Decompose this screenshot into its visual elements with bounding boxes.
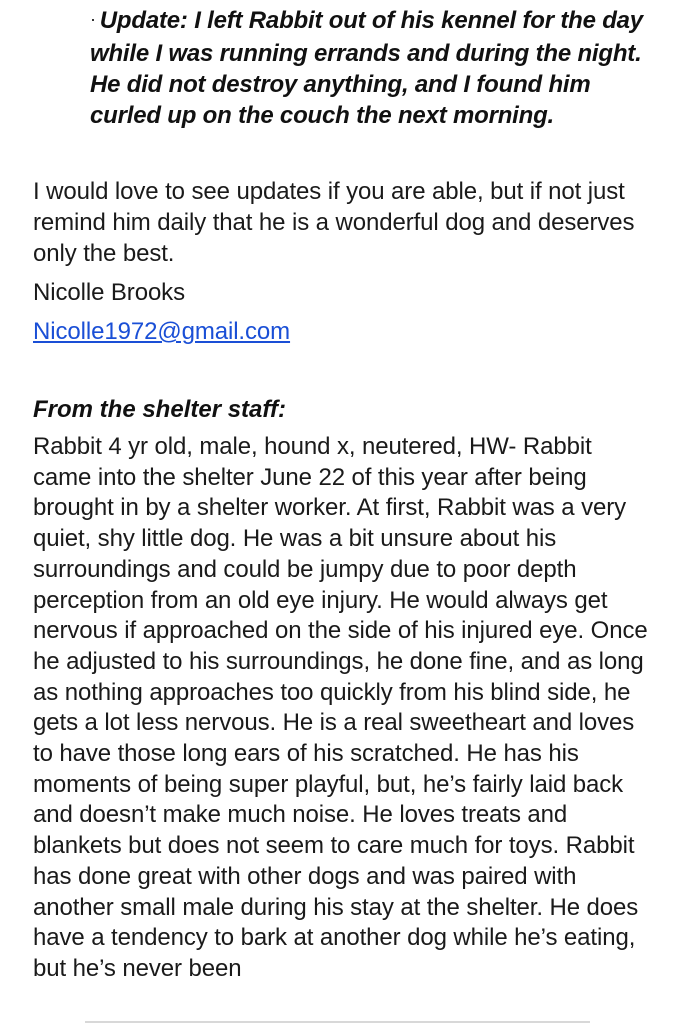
closing-paragraph: I would love to see updates if you are able, but if not just remind him daily that he is a wonderful dog and deserves only the best. xyxy=(33,178,635,267)
update-text: Update: I left Rabbit out of his kennel for the day while I was running errands and during the night. He did not destroy anything, and I found him curled up on the couch the next morning. xyxy=(90,7,643,129)
update-note xyxy=(90,5,650,131)
bullet-dot: · xyxy=(90,9,96,29)
shelter-staff-heading: From the shelter staff: xyxy=(33,396,286,423)
bottom-divider xyxy=(85,1021,590,1023)
email-link[interactable]: Nicolle1972@gmail.com xyxy=(33,318,291,345)
signature-name: Nicolle Brooks xyxy=(33,279,185,306)
shelter-staff-description: Rabbit 4 yr old, male, hound x, neutered, HW- Rabbit came into the shelter June 22 of this year after being brought in by a shelter worker. At first, Rabbit was a very quiet, shy little dog. He was a bit unsure about his surroundings and could be jumpy due to poor depth perception from an old eye injury. He would always get nervous if approached on the side of his injured eye. Once he adjusted to his surroundings, he done fine, and as long as nothing approaches too quickly from his blind side, he gets a lot less nervous. He is a real sweetheart and loves to have those long ears of his scratched. He has his moments of being super playful, but, he’s fairly laid back and doesn’t make much noise. He loves treats and blankets but does not seem to care much for toys. Rabbit has done great with other dogs and was paired with another small male during his stay at the shelter. He does have a tendency to bark at another dog while he’s eating, but he’s never been xyxy=(33,433,648,982)
